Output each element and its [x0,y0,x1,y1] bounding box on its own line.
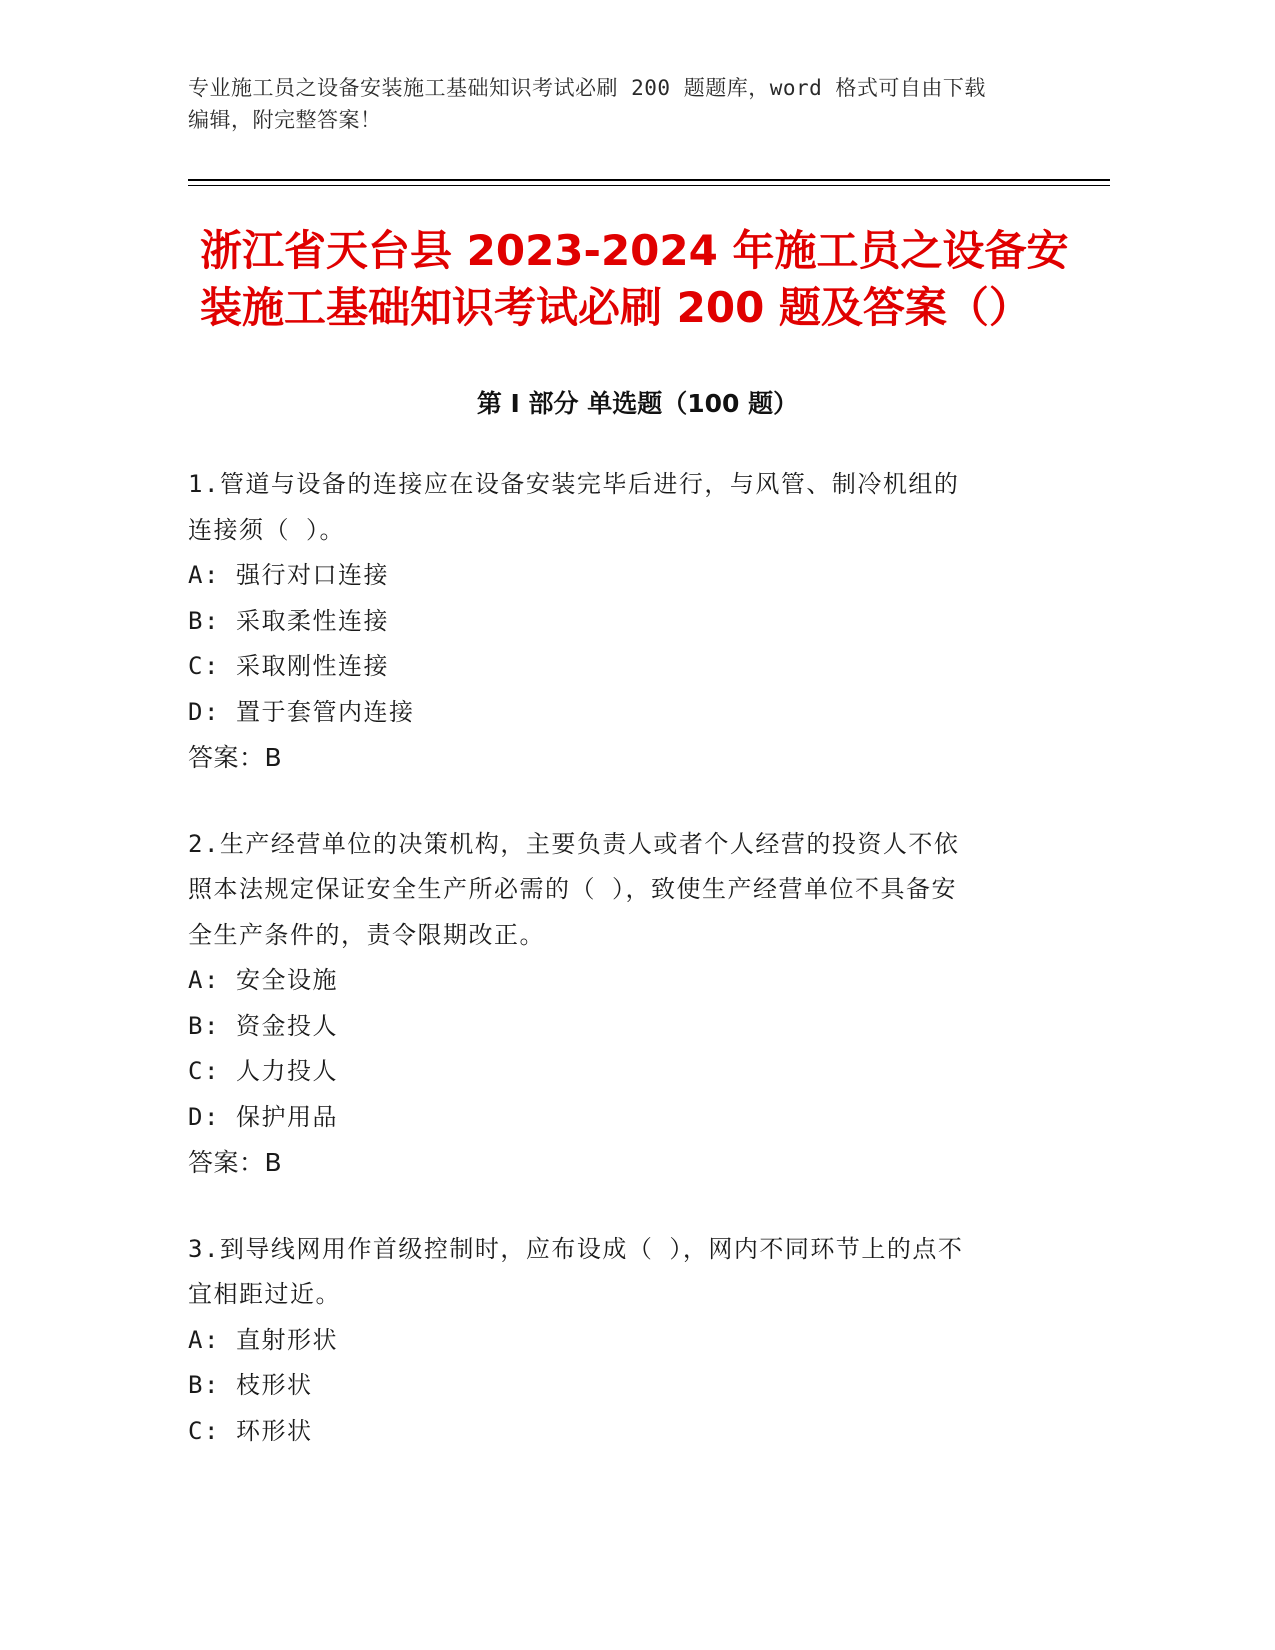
option-text: 采取柔性连接 [236,606,389,635]
question-3 [188,1227,1068,1455]
header-divider-thin [188,185,1110,186]
question-stem-line: 2.生产经营单位的决策机构，主要负责人或者个人经营的投资人不依 [188,829,960,858]
question-1 [188,462,1068,781]
header-divider-thick [188,179,1110,181]
option-c [188,1049,1068,1095]
option-key: C: [188,1057,220,1085]
section-heading: 第 I 部分 单选题（100 题） [476,389,799,418]
option-key: B: [188,1011,220,1040]
intro-text [188,72,1088,136]
option-key: A: [188,561,220,589]
option-text: 资金投人 [236,1011,338,1040]
intro-line-2: 编辑，附完整答案！ [188,108,382,132]
option-text: 枝形状 [236,1371,313,1399]
option-b [188,1363,1068,1409]
answer-line: 答案：B [188,743,283,772]
option-text: 安全设施 [236,966,338,994]
option-key: B: [188,1371,220,1399]
question-2 [188,822,1068,1186]
option-text: 人力投人 [236,1057,338,1085]
option-text: 置于套管内连接 [236,697,415,726]
option-c [188,1409,1068,1455]
question-list [188,462,1068,1495]
option-key: D: [188,1102,220,1131]
option-key: B: [188,606,220,635]
option-d [188,690,1068,736]
option-text: 环形状 [236,1416,313,1445]
title-line-1: 浙江省天台县 2023-2024 年施工员之设备安 [200,226,1069,275]
option-key: A: [188,1325,220,1354]
option-key: D: [188,697,220,726]
option-b [188,1004,1068,1050]
option-a [188,958,1068,1004]
option-key: C: [188,1416,220,1445]
question-stem-line: 全生产条件的，责令限期改正。 [188,920,545,949]
title-line-2: 装施工基础知识考试必刷 200 题及答案（） [200,283,1031,332]
intro-line-1: 专业施工员之设备安装施工基础知识考试必刷 200 题题库，word 格式可自由下载 [188,76,986,100]
option-text: 直射形状 [236,1325,338,1354]
question-stem-line: 连接须（ ）。 [188,515,345,544]
option-d [188,1095,1068,1141]
question-stem-line: 照本法规定保证安全生产所必需的（ ），致使生产经营单位不具备安 [188,875,957,903]
option-key: C: [188,652,220,680]
question-stem-line: 1.管道与设备的连接应在设备安装完毕后进行，与风管、制冷机组的 [188,470,960,498]
option-text: 采取刚性连接 [236,652,389,680]
option-c [188,644,1068,690]
document-title [200,222,1080,336]
question-stem-line: 3.到导线网用作首级控制时，应布设成（ ），网内不同环节上的点不 [188,1234,964,1263]
option-key: A: [188,966,220,994]
question-stem-line: 宜相距过近。 [188,1280,341,1308]
answer-line: 答案：B [188,1148,283,1177]
option-a [188,553,1068,599]
option-a [188,1318,1068,1364]
option-text: 强行对口连接 [236,561,389,589]
option-text: 保护用品 [236,1102,338,1131]
option-b [188,599,1068,645]
